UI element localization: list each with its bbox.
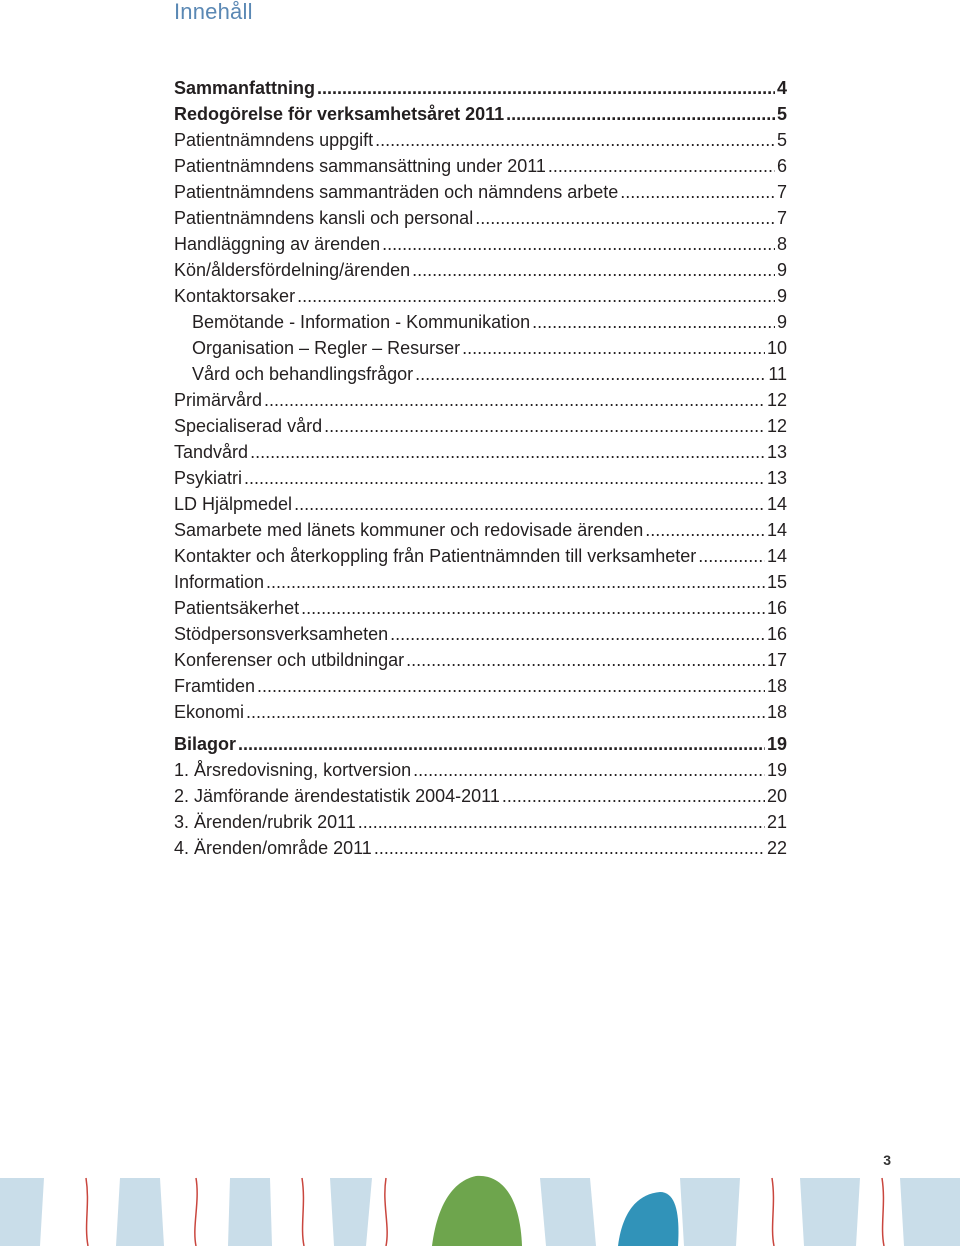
toc-entry[interactable] [174,127,787,153]
toc-entry-page: 7 [776,208,787,228]
toc-entry-title: Framtiden [174,676,256,696]
toc-dot-leader [266,569,765,595]
toc-entry-title: Redogörelse för verksamhetsåret 2011 [174,104,505,124]
toc-entry-page: 9 [776,286,787,306]
toc-entry-title: LD Hjälpmedel [174,494,293,514]
toc-entry[interactable] [174,595,787,621]
toc-entry-page: 22 [766,838,787,858]
toc-entry-title: Patientsäkerhet [174,598,300,618]
toc-dot-leader [257,673,765,699]
toc-entry[interactable] [174,231,787,257]
toc-entry-page: 21 [766,812,787,832]
toc-entry-title: Bilagor [174,734,237,754]
toc-dot-leader [244,465,765,491]
toc-entry-page: 6 [776,156,787,176]
toc-entry-title: Patientnämndens kansli och personal [174,208,474,228]
toc-dot-leader [502,783,765,809]
toc-dot-leader [301,595,765,621]
decorative-footer-art [0,1174,960,1246]
toc-entry-page: 9 [776,312,787,332]
toc-entry-page: 20 [766,786,787,806]
toc-dot-leader [506,101,775,127]
toc-entry[interactable] [174,205,787,231]
toc-entry[interactable] [174,387,787,413]
toc-entry-title: Patientnämndens sammansättning under 2011 [174,156,546,176]
toc-entry[interactable] [174,783,787,809]
toc-entry-title: Tandvård [174,442,249,462]
toc-entry-title: Patientnämndens uppgift [174,130,374,150]
toc-entry-page: 18 [766,702,787,722]
table-of-contents [174,75,787,861]
toc-dot-leader [413,757,765,783]
toc-dot-leader [415,361,766,387]
toc-dot-leader [264,387,765,413]
toc-entry-page: 14 [766,520,787,540]
toc-entry[interactable] [174,731,787,757]
toc-entry-page: 18 [766,676,787,696]
page-title: Innehåll [174,0,253,24]
toc-entry-page: 14 [766,546,787,566]
toc-entry-title: 3. Ärenden/rubrik 2011 [174,812,356,832]
toc-entry-page: 5 [776,130,787,150]
toc-entry[interactable] [174,101,787,127]
toc-entry-title: Kön/åldersfördelning/ärenden [174,260,411,280]
toc-entry[interactable] [174,257,787,283]
toc-entry-page: 7 [776,182,787,202]
toc-entry-title: Specialiserad vård [174,416,323,436]
toc-entry[interactable] [174,757,787,783]
toc-entry[interactable] [174,283,787,309]
toc-dot-leader [358,809,765,835]
toc-entry-title: Kontakter och återkoppling från Patientnämnden till verksamheter [174,546,697,566]
toc-dot-leader [390,621,765,647]
toc-entry-title: 4. Ärenden/område 2011 [174,838,372,858]
toc-entry-page: 16 [766,624,787,644]
toc-entry[interactable] [174,335,787,361]
page-number: 3 [883,1152,891,1168]
toc-dot-leader [620,179,775,205]
toc-entry[interactable] [174,439,787,465]
toc-entry-page: 4 [776,78,787,98]
toc-entry-title: Organisation – Regler – Resurser [192,338,461,358]
toc-entry-page: 19 [766,760,787,780]
toc-entry-title: Psykiatri [174,468,243,488]
toc-dot-leader [475,205,775,231]
toc-entry[interactable] [174,153,787,179]
toc-entry[interactable] [174,621,787,647]
toc-dot-leader [238,731,765,757]
toc-entry[interactable] [174,569,787,595]
toc-dot-leader [462,335,765,361]
toc-entry[interactable] [174,413,787,439]
toc-entry-page: 14 [766,494,787,514]
toc-entry-title: Samarbete med länets kommuner och redovisade ärenden [174,520,644,540]
toc-dot-leader [324,413,765,439]
toc-entry[interactable] [174,835,787,861]
toc-entry-page: 19 [766,734,787,754]
toc-entry[interactable] [174,491,787,517]
toc-entry-page: 16 [766,598,787,618]
toc-entry[interactable] [174,647,787,673]
toc-dot-leader [645,517,765,543]
toc-entry-page: 5 [776,104,787,124]
toc-entry-title: Ekonomi [174,702,245,722]
toc-dot-leader [412,257,775,283]
toc-entry-title: 2. Jämförande ärendestatistik 2004-2011 [174,786,500,806]
toc-entry[interactable] [174,673,787,699]
toc-dot-leader [294,491,765,517]
toc-dot-leader [406,647,765,673]
toc-dot-leader [698,543,765,569]
toc-entry-title: Handläggning av ärenden [174,234,381,254]
toc-entry-title: Patientnämndens sammanträden och nämndens arbete [174,182,619,202]
toc-dot-leader [382,231,775,257]
toc-entry[interactable] [174,543,787,569]
toc-dot-leader [532,309,775,335]
toc-entry-page: 11 [768,364,787,384]
toc-dot-leader [317,75,775,101]
toc-entry-title: Konferenser och utbildningar [174,650,405,670]
toc-entry-title: Vård och behandlingsfrågor [192,364,414,384]
toc-entry-title: Kontaktorsaker [174,286,296,306]
toc-entry[interactable] [174,465,787,491]
toc-entry-page: 15 [766,572,787,592]
toc-entry[interactable] [174,517,787,543]
toc-entry[interactable] [174,75,787,101]
toc-dot-leader [297,283,775,309]
toc-dot-leader [548,153,775,179]
toc-entry[interactable] [174,809,787,835]
toc-entry-page: 12 [766,416,787,436]
toc-entry[interactable] [174,179,787,205]
toc-entry-page: 10 [766,338,787,358]
toc-entry-page: 8 [776,234,787,254]
toc-entry[interactable] [174,361,787,387]
toc-dot-leader [375,127,775,153]
toc-entry-title: Bemötande - Information - Kommunikation [192,312,531,332]
toc-dot-leader [374,835,765,861]
toc-entry-page: 12 [766,390,787,410]
toc-entry-page: 13 [766,468,787,488]
toc-entry-title: Stödpersonsverksamheten [174,624,389,644]
toc-entry-page: 9 [776,260,787,280]
toc-entry-title: Information [174,572,265,592]
toc-entry-title: Sammanfattning [174,78,316,98]
toc-entry-page: 17 [766,650,787,670]
toc-entry-page: 13 [766,442,787,462]
toc-entry-title: Primärvård [174,390,263,410]
toc-entry-title: 1. Årsredovisning, kortversion [174,760,412,780]
toc-entry[interactable] [174,309,787,335]
toc-entry[interactable] [174,699,787,725]
toc-dot-leader [246,699,765,725]
toc-dot-leader [250,439,765,465]
